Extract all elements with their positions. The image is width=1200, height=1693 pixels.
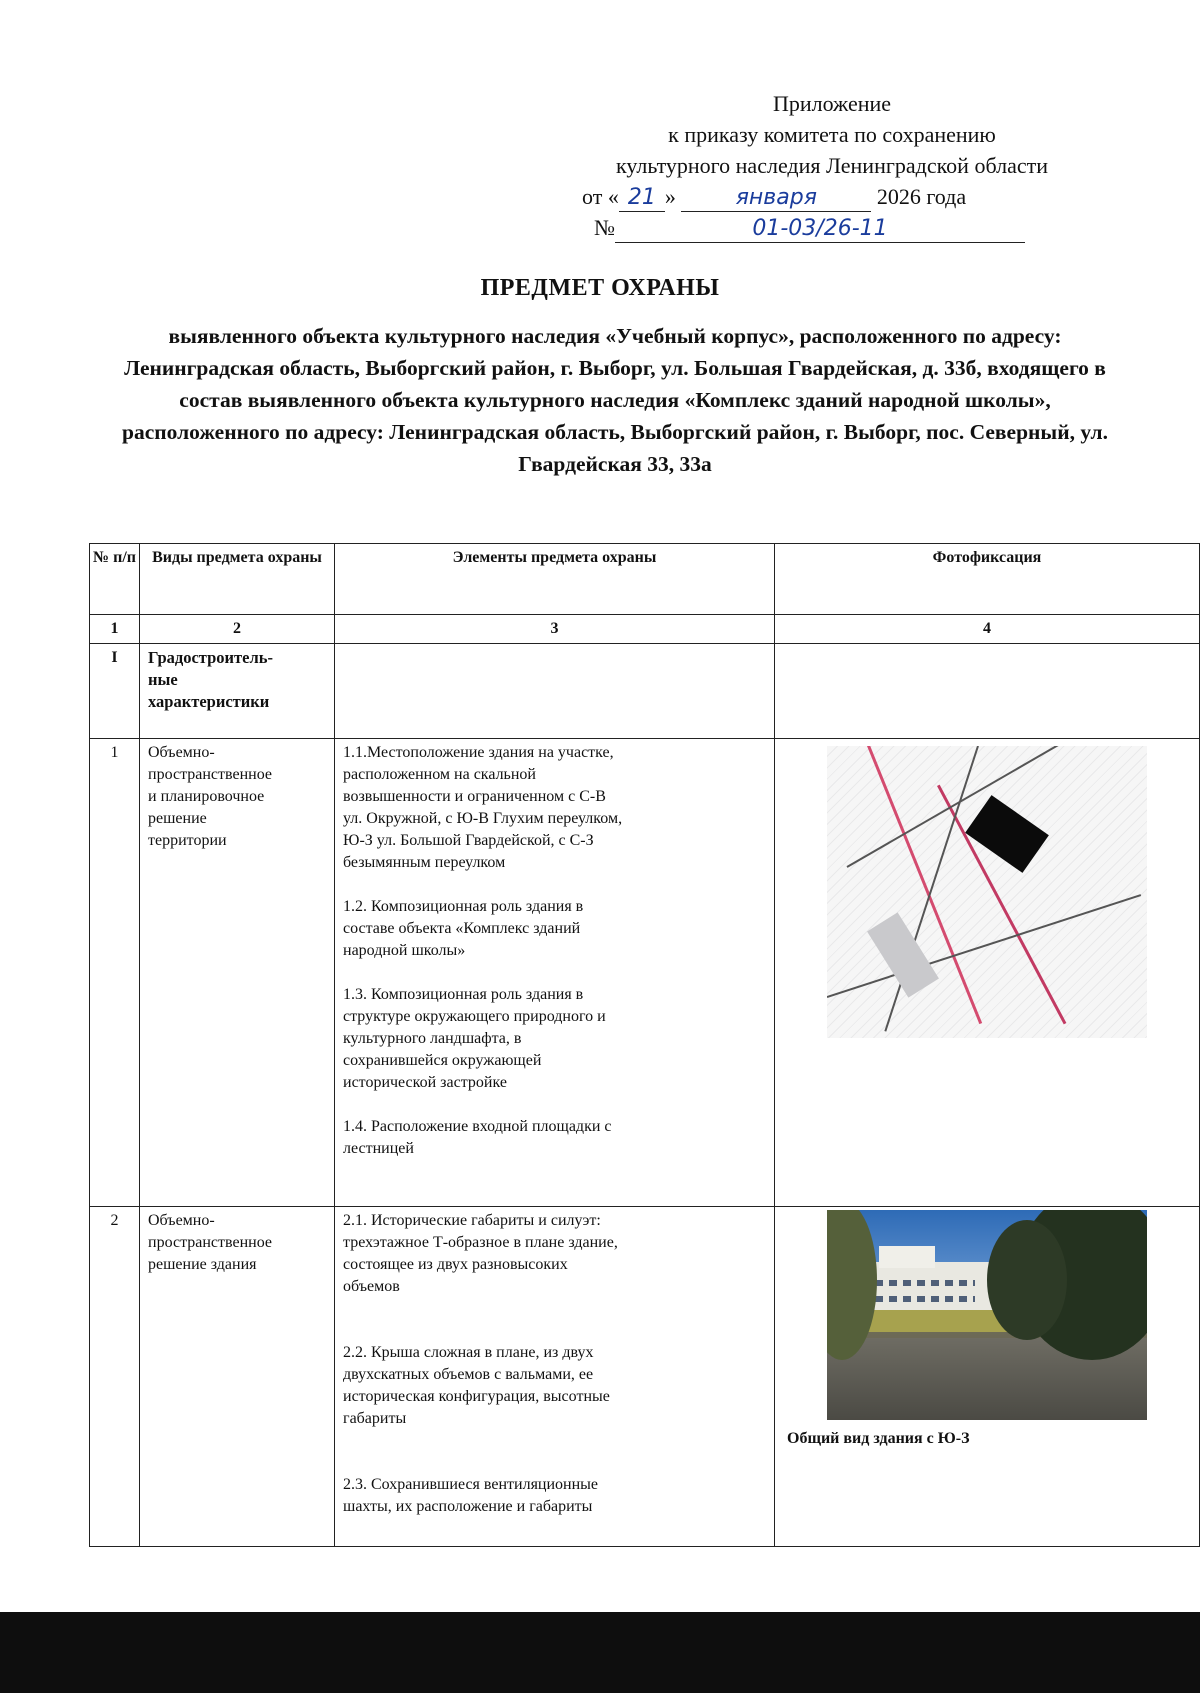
date-mid: » — [664, 184, 676, 209]
row-elements — [335, 739, 775, 1207]
row-num: 1 — [90, 739, 140, 1207]
number-prefix: № — [594, 215, 615, 240]
section-num: I — [90, 644, 140, 739]
element-item: 1.4. Расположение входной площадки с лестницей — [343, 1118, 612, 1157]
date-day: 21 — [619, 185, 665, 212]
col-number: 2 — [140, 615, 335, 644]
photo-caption: Общий вид здания с Ю-З — [787, 1430, 970, 1447]
order-number — [552, 212, 1112, 243]
row-elements — [335, 1207, 775, 1547]
header-elements: Элементы предмета охраны — [335, 544, 775, 615]
header-kind: Виды предмета охраны — [140, 544, 335, 615]
scan-border — [0, 1612, 1200, 1693]
col-number: 1 — [90, 615, 140, 644]
table-header-row — [90, 544, 1200, 615]
date-month: января — [681, 185, 871, 212]
annex-title: Приложение — [772, 91, 892, 116]
element-item: 1.2. Композиционная роль здания в составе объекта «Комплекс зданий народной школы» — [343, 898, 584, 959]
element-item: 2.2. Крыша сложная в плане, из двух двухскатных объемов с вальмами, ее историческая конфигурация, высотные габариты — [343, 1344, 610, 1427]
element-item: 1.1.Местоположение здания на участке, расположенном на скальной возвышенности и ограниченном с С-В ул. Окружной, с Ю-В Глухим переулком, Ю-З ул. Большой Гвардейской, с С-З безымянным переулком — [343, 744, 623, 871]
table-row — [90, 739, 1200, 1207]
row-photo — [775, 1207, 1200, 1547]
order-date — [552, 181, 1112, 212]
header-num: № п/п — [90, 544, 140, 615]
row-kind: Объемно- пространственное и планировочное решение территории — [140, 739, 335, 1207]
building-photo — [827, 1210, 1147, 1420]
number-value: 01-03/26-11 — [615, 216, 1025, 243]
section-row — [90, 644, 1200, 739]
date-suffix: 2026 года — [876, 184, 967, 209]
header-photo: Фотофиксация — [775, 544, 1200, 615]
section-title: Градостроитель- ные характеристики — [140, 644, 335, 739]
col-number: 3 — [335, 615, 775, 644]
document-subtitle: выявленного объекта культурного наследия «Учебный корпус», расположенного по адресу: Ленинградская область, Выборгский район, г. Выборг, ул. Большая Гвардейская, д. 33б, входящего в состав выявленного объекта культурного наследия «Комплекс зданий народной школы», расположенного по адресу: Ленинградская область, Выборгский район, г. Выборг, пос. Северный, ул. Гвардейская 33, 33а — [122, 324, 1108, 476]
column-number-row — [90, 615, 1200, 644]
element-item: 1.3. Композиционная роль здания в структуре окружающего природного и культурного ландшафта, в сохранившейся окружающей исторической застройке — [343, 986, 606, 1091]
row-kind: Объемно- пространственное решение здания — [140, 1207, 335, 1547]
row-photo — [775, 739, 1200, 1207]
date-prefix: от « — [582, 184, 619, 209]
annex-order-line: к приказу комитета по сохранению — [668, 122, 996, 147]
row-num: 2 — [90, 1207, 140, 1547]
document-title: ПРЕДМЕТ ОХРАНЫ — [480, 275, 720, 301]
protection-table — [89, 543, 1200, 1547]
table-row — [90, 1207, 1200, 1547]
element-item: 2.1. Исторические габариты и силуэт: трехэтажное Т-образное в плане здание, состоящее из двух разновысоких объемов — [343, 1212, 618, 1295]
site-plan-image — [827, 746, 1147, 1038]
annex-header — [552, 88, 1112, 243]
element-item: 2.3. Сохранившиеся вентиляционные шахты, их расположение и габариты — [343, 1476, 599, 1515]
annex-committee-line: культурного наследия Ленинградской области — [616, 153, 1048, 178]
col-number: 4 — [775, 615, 1200, 644]
